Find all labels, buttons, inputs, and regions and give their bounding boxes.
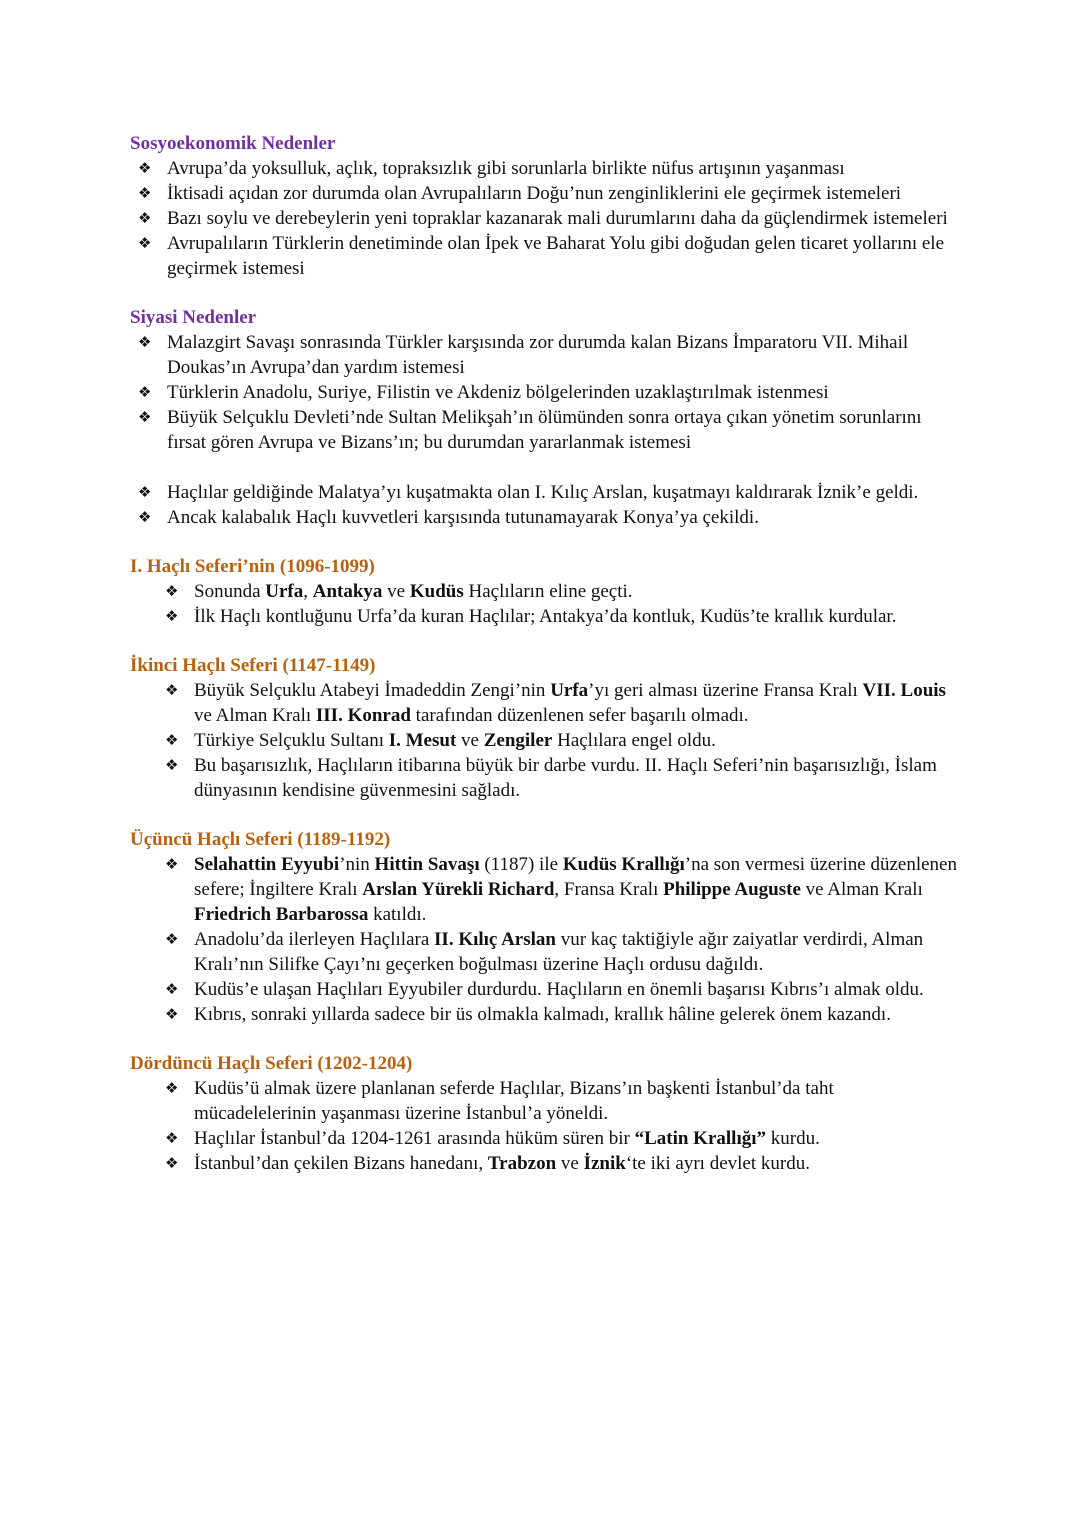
diamond-bullet-icon: ❖ [138,508,152,526]
text-run: ’na son vermesi üzerine düzenlenen sefere; İngiltere Kralı [194,854,957,900]
diamond-bullet-icon: ❖ [138,383,152,401]
bullet-list [130,156,960,281]
diamond-bullet-icon: ❖ [138,184,152,202]
diamond-bullet-icon: ❖ [165,582,179,600]
section-ucuncu [130,827,960,1027]
text-run: Avrupa’da yoksulluk, açlık, topraksızlık gibi sorunlarla birlikte nüfus artışının yaşanması [167,158,845,179]
text-run: ‘te iki ayrı devlet kurdu. [625,1153,810,1174]
diamond-bullet-icon: ❖ [138,209,152,227]
bold-text: “Latin Krallığı” [634,1128,767,1149]
text-run: Bazı soylu ve derebeylerin yeni topraklar kazanarak mali durumlarını daha da güçlendirmek istemeleri [167,208,948,229]
bold-text: Urfa [550,680,589,701]
bullet-list [130,330,960,530]
list-item [130,231,960,281]
text-run: Büyük Selçuklu Devleti’nde Sultan Melikşah’ın ölümünden sonra ortaya çıkan yönetim sorunlarını fırsat gören Avrupa ve Bizans’ın; bu durumdan yararlanmak istemesi [167,407,922,453]
text-run: vur kaç taktiğiyle ağır zaiyatlar verdirdi, Alman Kralı’nın Silifke Çayı’nı geçerken boğulması üzerine Haçlı ordusu dağıldı. [194,929,924,975]
diamond-bullet-icon: ❖ [138,483,152,501]
text-run: ’yı geri alması üzerine Fransa Kralı [588,680,863,701]
list-item [130,977,960,1002]
text-run: Türklerin Anadolu, Suriye, Filistin ve Akdeniz bölgelerinden uzaklaştırılmak istenmesi [167,382,829,403]
list-item [130,330,960,380]
diamond-bullet-icon: ❖ [138,234,152,252]
text-run: Kudüs’e ulaşan Haçlıları Eyyubiler durdurdu. Haçlıların en önemli başarısı Kıbrıs’ı almak oldu. [194,979,924,1000]
text-run: ve [456,730,484,751]
diamond-bullet-icon: ❖ [165,980,179,998]
text-run: Haçlıların eline geçti. [463,581,633,602]
bold-text: Philippe Auguste [663,879,801,900]
bullet-list [130,852,960,1027]
list-item [130,579,960,604]
text-run: Sonunda [194,581,266,602]
diamond-bullet-icon: ❖ [165,681,179,699]
list-item [130,753,960,803]
bold-text: I. Mesut [388,730,457,751]
list-item [130,1002,960,1027]
diamond-bullet-icon: ❖ [165,731,179,749]
text-run: Bu başarısızlık, Haçlıların itibarına büyük bir darbe vurdu. II. Haçlı Seferi’nin başarısızlığı, İslam dünyasının kendisine güvenmesini sağladı. [194,755,937,801]
bold-text: III. Konrad [315,705,411,726]
text-run: İstanbul’dan çekilen Bizans hanedanı, [194,1153,488,1174]
text-run: Anadolu’da ilerleyen Haçlılara [194,929,435,950]
list-item [130,604,960,629]
diamond-bullet-icon: ❖ [165,607,179,625]
section-birinci [130,554,960,629]
list-item [130,1076,960,1126]
text-run: Kudüs’ü almak üzere planlanan seferde Haçlılar, Bizans’ın başkenti İstanbul’da taht mücadelelerinin yaşanması üzerine İstanbul’a yöneldi. [194,1078,834,1124]
text-run: ’nin [339,854,375,875]
list-item [130,678,960,728]
diamond-bullet-icon: ❖ [138,333,152,351]
bold-text: VII. Louis [862,680,946,701]
text-run: ve [556,1153,584,1174]
list-item [130,852,960,927]
bold-text: Kudüs [409,581,464,602]
bold-text: Trabzon [487,1153,557,1174]
text-run: Türkiye Selçuklu Sultanı [194,730,389,751]
document-content [130,131,960,1200]
list-item [130,728,960,753]
bullet-list [130,579,960,629]
text-run: ve Alman Kralı [194,705,316,726]
bullet-list [130,1076,960,1176]
text-run: ve [382,581,410,602]
text-run: Haçlılar geldiğinde Malatya’yı kuşatmakta olan I. Kılıç Arslan, kuşatmayı kaldırarak İznik’e geldi. [167,482,919,503]
bold-text: II. Kılıç Arslan [434,929,556,950]
bold-text: Arslan Yürekli Richard [362,879,555,900]
text-run: Malazgirt Savaşı sonrasında Türkler karşısında zor durumda kalan Bizans İmparatoru VII. Mihail Doukas’ın Avrupa’dan yardım istemesi [167,332,909,378]
list-item [130,405,960,455]
bold-text: Urfa [265,581,304,602]
text-run: ve Alman Kralı [800,879,923,900]
list-item [130,480,960,505]
diamond-bullet-icon: ❖ [165,1005,179,1023]
diamond-bullet-icon: ❖ [138,408,152,426]
text-run: katıldı. [368,904,427,925]
bold-text: Zengiler [483,730,553,751]
bold-text: Selahattin Eyyubi [194,854,340,875]
list-item [130,927,960,977]
text-run: İktisadi açıdan zor durumda olan Avrupalıların Doğu’nun zenginliklerini ele geçirmek istemeleri [167,183,902,204]
list-item [130,156,960,181]
bullet-list [130,678,960,803]
text-run: Kıbrıs, sonraki yıllarda sadece bir üs olmakla kalmadı, krallık hâline gelerek önem kazandı. [194,1004,891,1025]
section-heading: Siyasi Nedenler [130,307,257,328]
list-item [130,505,960,530]
text-run: İlk Haçlı kontluğunu Urfa’da kuran Haçlılar; Antakya’da kontluk, Kudüs’te krallık kurdular. [194,606,897,627]
text-run: Ancak kalabalık Haçlı kuvvetleri karşısında tutunamayarak Konya’ya çekildi. [167,507,759,528]
bold-text: Antakya [312,581,383,602]
diamond-bullet-icon: ❖ [165,930,179,948]
diamond-bullet-icon: ❖ [165,1079,179,1097]
diamond-bullet-icon: ❖ [165,756,179,774]
list-item [130,1151,960,1176]
section-heading: Sosyoekonomik Nedenler [130,133,336,154]
text-run: , Fransa Kralı [554,879,664,900]
list-item [130,380,960,405]
text-run: , [303,581,313,602]
diamond-bullet-icon: ❖ [165,855,179,873]
list-spacer [130,455,960,480]
section-heading: Dördüncü Haçlı Seferi (1202-1204) [130,1053,413,1074]
bold-text: Friedrich Barbarossa [194,904,369,925]
diamond-bullet-icon: ❖ [165,1129,179,1147]
diamond-bullet-icon: ❖ [165,1154,179,1172]
text-run: Haçlılara engel oldu. [552,730,716,751]
bold-text: Hittin Savaşı [374,854,480,875]
text-run: Büyük Selçuklu Atabeyi İmadeddin Zengi’nin [194,680,551,701]
bold-text: Kudüs Krallığı [562,854,685,875]
section-heading: İkinci Haçlı Seferi (1147-1149) [130,655,376,676]
list-item [130,181,960,206]
bold-text: İznik [583,1153,626,1174]
section-dorduncu [130,1051,960,1176]
text-run: kurdu. [766,1128,820,1149]
section-ikinci [130,653,960,803]
text-run: Avrupalıların Türklerin denetiminde olan İpek ve Baharat Yolu gibi doğudan gelen ticaret yollarını ele geçirmek istemesi [167,233,945,279]
list-item [130,206,960,231]
diamond-bullet-icon: ❖ [138,159,152,177]
text-run: tarafından düzenlenen sefer başarılı olmadı. [410,705,749,726]
section-sosyoekonomik [130,131,960,281]
text-run: Haçlılar İstanbul’da 1204-1261 arasında hüküm süren bir [194,1128,635,1149]
section-heading: I. Haçlı Seferi’nin (1096-1099) [130,556,375,577]
list-item [130,1126,960,1151]
section-siyasi [130,305,960,530]
text-run: (1187) ile [479,854,563,875]
section-heading: Üçüncü Haçlı Seferi (1189-1192) [130,829,391,850]
